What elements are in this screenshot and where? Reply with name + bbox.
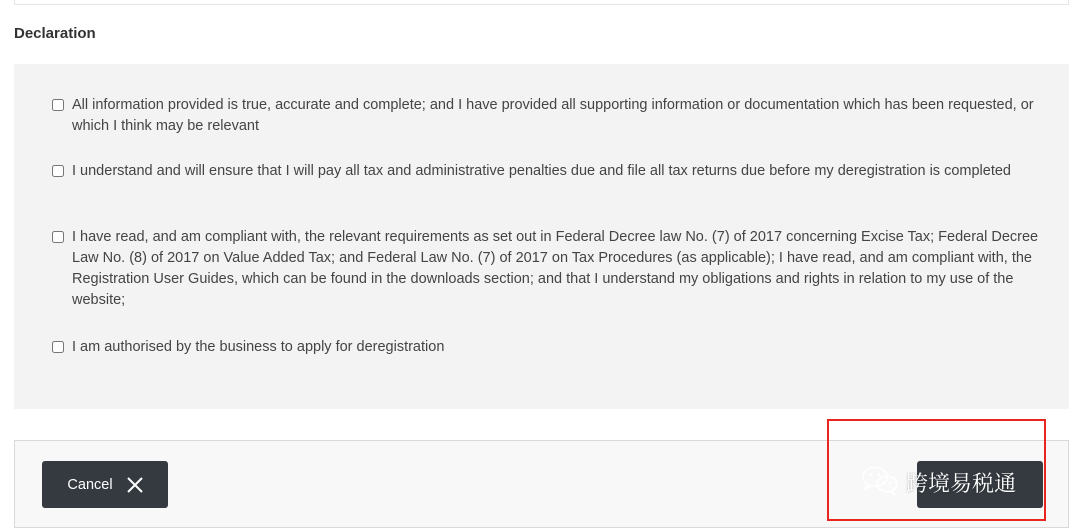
declaration-item[interactable]: [52, 161, 1042, 182]
declaration-panel: [14, 64, 1069, 409]
declaration-text: All information provided is true, accurate and complete; and I have provided all supporting information or documentation which has been requested, or which I think may be relevant: [72, 97, 1034, 134]
watermark-text: 跨境易税通: [906, 471, 1017, 497]
declaration-item[interactable]: [52, 337, 1042, 358]
declaration-text: I am authorised by the business to apply for deregistration: [72, 339, 445, 355]
cancel-button[interactable]: [42, 461, 168, 508]
declaration-text: I have read, and am compliant with, the relevant requirements as set out in Federal Decree law No. (7) of 2017 concerning Excise Tax; Federal Decree Law No. (8) of 2017 on Value Added Tax; and Federal Law No. (7) of 2017 on Tax Procedures (as applicable); I have read, and am compliant with, the Registration User Guides, which can be found in the downloads section; and that I understand my obligations and rights in relation to my use of the website;: [72, 229, 1039, 308]
wechat-icon: [860, 464, 900, 501]
declaration-item[interactable]: [52, 227, 1042, 311]
declaration-checkbox[interactable]: [52, 231, 64, 243]
watermark: [860, 462, 1016, 502]
close-icon: [127, 477, 143, 493]
declaration-item[interactable]: [52, 95, 1042, 137]
declaration-checkbox[interactable]: [52, 341, 64, 353]
previous-section-border: [14, 0, 1069, 5]
section-title: Declaration: [14, 25, 96, 42]
declaration-checkbox[interactable]: [52, 165, 64, 177]
declaration-text: I understand and will ensure that I will pay all tax and administrative penalties due and file all tax returns due before my deregistration is completed: [72, 163, 1011, 179]
declaration-checkbox[interactable]: [52, 99, 64, 111]
cancel-label: Cancel: [67, 476, 113, 493]
